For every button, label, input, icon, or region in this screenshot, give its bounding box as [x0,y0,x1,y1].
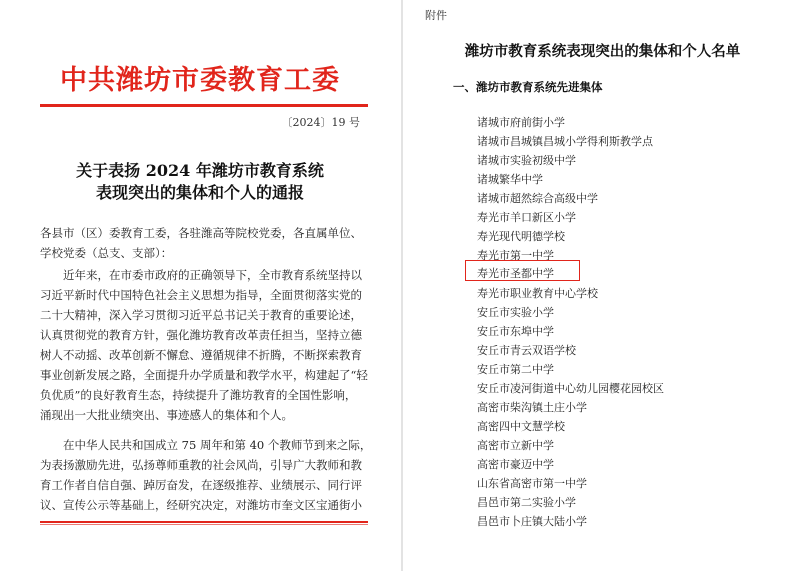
list-item: 诸城繁华中学 [477,173,543,186]
body-line: 二十大精神，深入学习贯彻习近平总书记关于教育的重要论述， [40,308,362,322]
list-item: 安丘市东埠中学 [477,325,554,338]
body-line: 习近平新时代中国特色社会主义思想为指导，全面贯彻落实党的 [40,288,362,302]
page-divider [401,0,403,571]
body-line: 各县市（区）委教育工委，各驻潍高等院校党委，各直属单位、 [40,226,362,240]
body-line: 树人不动摇、改革创新不懈怠、遵循规律不折腾，不断探索教育 [40,348,362,362]
body-line: 事业创新发展之路，全面提升办学质量和教学水平，构建起了“轻 [40,368,368,382]
list-item: 诸城市超然综合高级中学 [477,192,598,205]
list-item: 高密四中文慧学校 [477,420,565,433]
body-line: 学校党委（总支、支部）： [40,246,173,260]
body-line: 为表扬激励先进，弘扬尊师重教的社会风尚，引导广大教师和教 [40,458,362,472]
body-line: 近年来，在市委市政府的正确领导下，全市教育系统坚持以 [63,268,362,282]
notice-title-line-2: 表现突出的集体和个人的通报 [95,183,304,202]
list-item: 高密市豪迈中学 [477,458,554,471]
highlight-box [465,260,580,281]
list-item: 诸城市实验初级中学 [477,154,576,167]
body-line: 涌现出一大批业绩突出、事迹感人的集体和个人。 [40,408,293,422]
body-line: 负优质”的良好教育生态，持续提升了潍坊教育的全国性影响， [40,388,357,402]
list-item: 寿光市职业教育中心学校 [477,287,598,300]
list-item: 昌邑市第二实验小学 [477,496,576,509]
list-item-highlighted: 寿光市圣都中学 [477,267,554,280]
footer-red-line [40,521,368,523]
list-item: 高密市立新中学 [477,439,554,452]
list-item: 寿光市羊口新区小学 [477,211,576,224]
annex-label: 附件 [425,9,447,22]
body-line: 在中华人民共和国成立 75 周年和第 40 个教师节到来之际， [63,438,372,452]
list-item: 高密市柴沟镇土庄小学 [477,401,587,414]
notice-title-line-1: 关于表扬 2024 年潍坊市教育系统 [76,161,324,180]
doc-number: 〔2024〕19 号 [281,116,360,129]
list-item: 山东省高密市第一中学 [477,477,587,490]
header-red-line [40,104,368,107]
list-item: 诸城市昌城镇昌城小学得利斯教学点 [477,135,653,148]
list-title: 潍坊市教育系统表现突出的集体和个人名单 [464,43,741,60]
header-title: 中共潍坊市委教育工委 [60,65,340,96]
list-item: 诸城市府前街小学 [477,116,565,129]
section-heading: 一、潍坊市教育系统先进集体 [453,80,603,94]
list-item: 安丘市凌河街道中心幼儿园樱花园校区 [477,382,664,395]
list-item: 昌邑市卜庄镇大陆小学 [477,515,587,528]
footer-red-line [40,524,368,525]
annex-page [405,0,800,571]
body-line: 议、宣传公示等基础上，经研究决定，对潍坊市奎文区宝通街小 [40,498,362,512]
list-item: 安丘市青云双语学校 [477,344,576,357]
list-item: 安丘市实验小学 [477,306,554,319]
list-item: 寿光市第一中学 [477,249,554,262]
body-line: 认真贯彻党的教育方针，强化潍坊教育改革责任担当，坚持立德 [40,328,362,342]
list-item: 安丘市第二中学 [477,363,554,376]
list-item: 寿光现代明德学校 [477,230,565,243]
body-line: 育工作者自信自强、踔厉奋发，在逐级推荐、业绩展示、同行评 [40,478,362,492]
